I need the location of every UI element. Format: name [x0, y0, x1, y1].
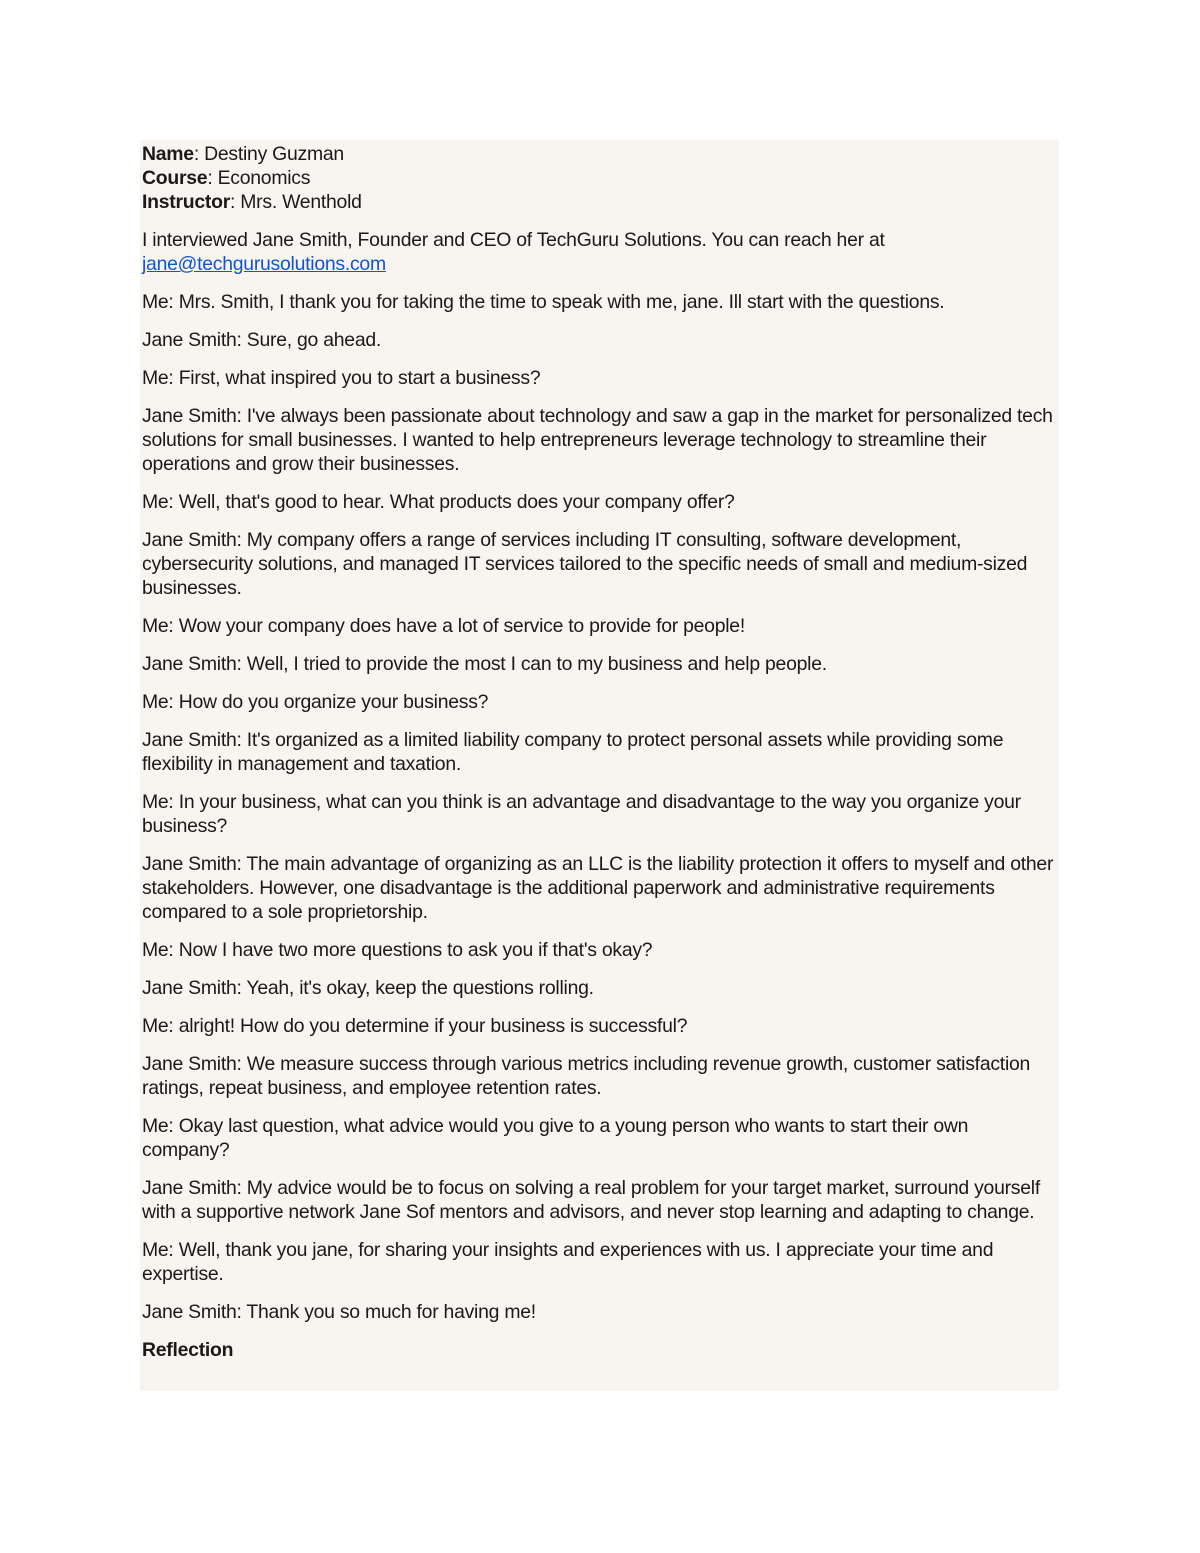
intro-text: I interviewed Jane Smith, Founder and CEO of TechGuru Solutions. You can reach her at	[142, 229, 885, 251]
name-label: Name	[142, 143, 194, 165]
document-content	[140, 140, 1059, 1391]
course-line: Course: Economics	[142, 167, 311, 189]
dialogue-line: Me: Mrs. Smith, I thank you for taking the time to speak with me, jane. Ill start with the questions.	[142, 291, 945, 313]
document-body	[140, 140, 1059, 1362]
dialogue-line: Jane Smith: Yeah, it's okay, keep the questions rolling.	[142, 977, 594, 999]
dialogue-line: Me: Okay last question, what advice would you give to a young person who wants to start their own company?	[142, 1115, 969, 1161]
dialogue-line: Me: Well, that's good to hear. What products does your company offer?	[142, 491, 735, 513]
dialogue-line: Jane Smith: It's organized as a limited liability company to protect personal assets while providing some flexibility in management and taxation.	[142, 729, 1004, 775]
dialogue-line: Jane Smith: Thank you so much for having me!	[142, 1301, 536, 1323]
dialogue-line: Jane Smith: We measure success through various metrics including revenue growth, customer satisfaction ratings, repeat business, and employee retention rates.	[142, 1053, 1031, 1099]
dialogue-line: Jane Smith: I've always been passionate about technology and saw a gap in the market for personalized tech solutions for small businesses. I wanted to help entrepreneurs leverage technology to streamline their operations and grow their businesses.	[142, 405, 1053, 475]
instructor-value: Mrs. Wenthold	[240, 191, 362, 213]
dialogue-line: Me: Well, thank you jane, for sharing your insights and experiences with us. I appreciate your time and expertise.	[142, 1239, 994, 1285]
name-line: Name: Destiny Guzman	[142, 143, 344, 165]
email-link[interactable]: jane@techgurusolutions.com	[142, 253, 386, 275]
dialogue-line: Jane Smith: Well, I tried to provide the most I can to my business and help people.	[142, 653, 827, 675]
dialogue-line: Me: In your business, what can you think is an advantage and disadvantage to the way you organize your business?	[142, 791, 1021, 837]
dialogue-line: Me: Wow your company does have a lot of service to provide for people!	[142, 615, 745, 637]
name-value: Destiny Guzman	[204, 143, 344, 165]
dialogue-line: Jane Smith: My advice would be to focus on solving a real problem for your target market, surround yourself with a supportive network Jane Sof mentors and advisors, and never stop learning and adapting to change.	[142, 1177, 1040, 1223]
dialogue-line: Me: Now I have two more questions to ask you if that's okay?	[142, 939, 653, 961]
dialogue-line: Me: First, what inspired you to start a business?	[142, 367, 541, 389]
intro-paragraph	[142, 228, 1057, 276]
dialogue-line: Jane Smith: My company offers a range of services including IT consulting, software development, cybersecurity solutions, and managed IT services tailored to the specific needs of small and medium-sized businesses.	[142, 529, 1028, 599]
dialogue-line: Jane Smith: The main advantage of organizing as an LLC is the liability protection it offers to myself and other stakeholders. However, one disadvantage is the additional paperwork and administrative requirements compared to a sole proprietorship.	[142, 853, 1054, 923]
instructor-label: Instructor	[142, 191, 230, 213]
reflection-heading: Reflection	[142, 1339, 234, 1361]
dialogue-line: Jane Smith: Sure, go ahead.	[142, 329, 382, 351]
dialogue-line: Me: How do you organize your business?	[142, 691, 489, 713]
course-label: Course	[142, 167, 208, 189]
dialogue-line: Me: alright! How do you determine if your business is successful?	[142, 1015, 688, 1037]
course-value: Economics	[217, 167, 311, 189]
instructor-line: Instructor: Mrs. Wenthold	[142, 191, 362, 213]
student-info	[142, 142, 1057, 214]
